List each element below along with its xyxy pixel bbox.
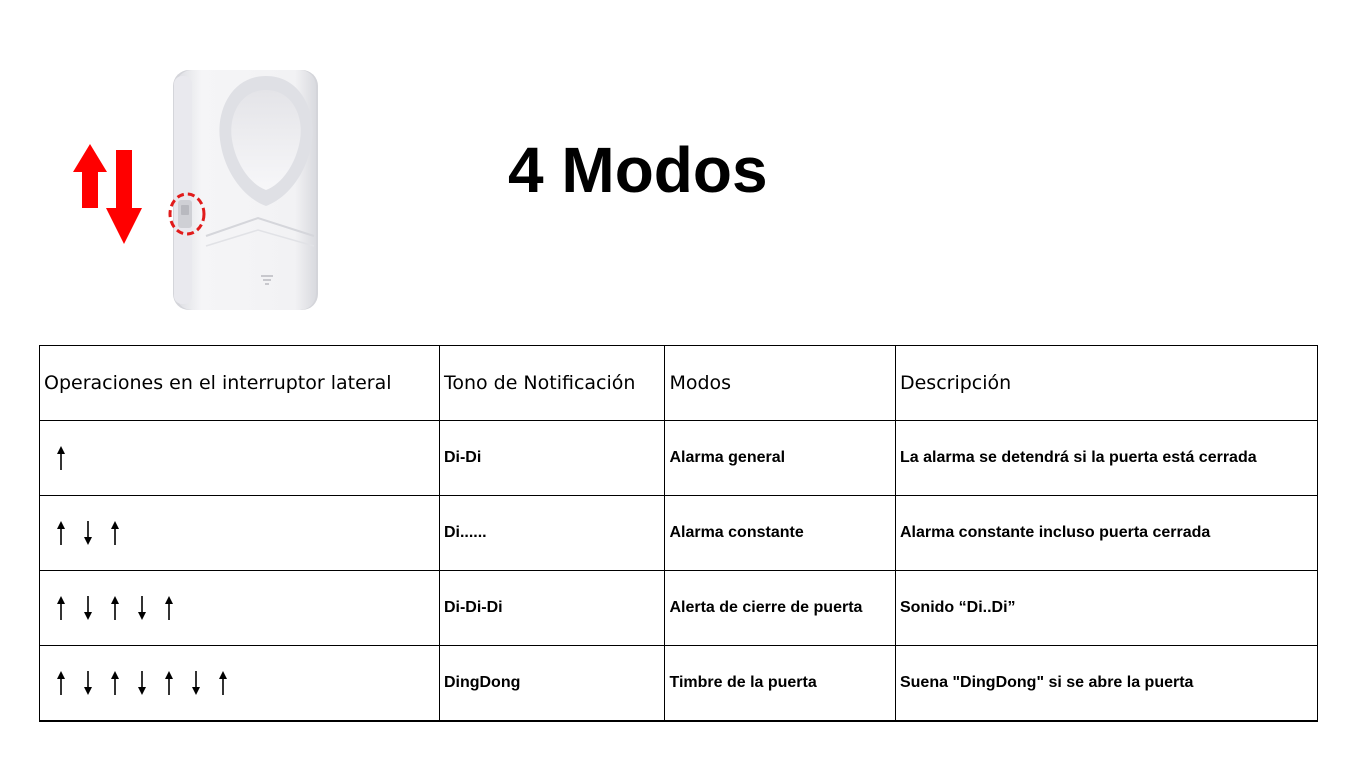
mode-cell: Alarma constante: [665, 496, 896, 571]
switch-sequence: [44, 496, 439, 570]
description-cell: Suena "DingDong" si se abre la puerta: [895, 646, 1317, 722]
mode-cell: Timbre de la puerta: [665, 646, 896, 722]
page-title: 4 Modos: [508, 134, 768, 206]
tone-cell: Di......: [439, 496, 665, 571]
arrow-down-icon: [80, 670, 96, 696]
tone-cell: Di-Di-Di: [439, 571, 665, 646]
operations-cell: [40, 421, 440, 496]
arrow-up-icon: [215, 670, 231, 696]
arrow-up-icon: [107, 595, 123, 621]
arrow-up-icon: [107, 520, 123, 546]
description-cell: La alarma se detendrá si la puerta está cerrada: [895, 421, 1317, 496]
header-operations: Operaciones en el interruptor lateral: [40, 346, 440, 421]
product-illustration: [60, 60, 340, 320]
table-row: [40, 571, 1318, 646]
table-header-row: [40, 346, 1318, 421]
arrow-down-icon: [134, 595, 150, 621]
arrow-up-icon: [53, 595, 69, 621]
mode-cell: Alarma general: [665, 421, 896, 496]
operations-cell: [40, 646, 440, 722]
header-description: Descripción: [895, 346, 1317, 421]
table-row: [40, 421, 1318, 496]
arrow-down-icon: [80, 520, 96, 546]
arrow-down-icon: [80, 595, 96, 621]
operations-cell: [40, 496, 440, 571]
arrow-up-icon: [161, 595, 177, 621]
table-row: [40, 496, 1318, 571]
arrow-up-icon: [161, 670, 177, 696]
mode-cell: Alerta de cierre de puerta: [665, 571, 896, 646]
switch-sequence: [44, 421, 439, 495]
arrow-down-icon: [188, 670, 204, 696]
table-row: [40, 646, 1318, 722]
arrow-up-icon: [53, 520, 69, 546]
modes-table: [39, 345, 1318, 722]
switch-sequence: [44, 571, 439, 645]
up-down-red-arrows-icon: [73, 144, 142, 244]
arrow-up-icon: [107, 670, 123, 696]
door-alarm-device-image: [60, 60, 340, 320]
operations-cell: [40, 571, 440, 646]
arrow-up-icon: [53, 445, 69, 471]
header-mode: Modos: [665, 346, 896, 421]
header-tone: Tono de Notificación: [439, 346, 665, 421]
arrow-down-icon: [134, 670, 150, 696]
tone-cell: Di-Di: [439, 421, 665, 496]
tone-cell: DingDong: [439, 646, 665, 722]
description-cell: Sonido “Di..Di”: [895, 571, 1317, 646]
description-cell: Alarma constante incluso puerta cerrada: [895, 496, 1317, 571]
arrow-up-icon: [53, 670, 69, 696]
switch-sequence: [44, 646, 439, 720]
